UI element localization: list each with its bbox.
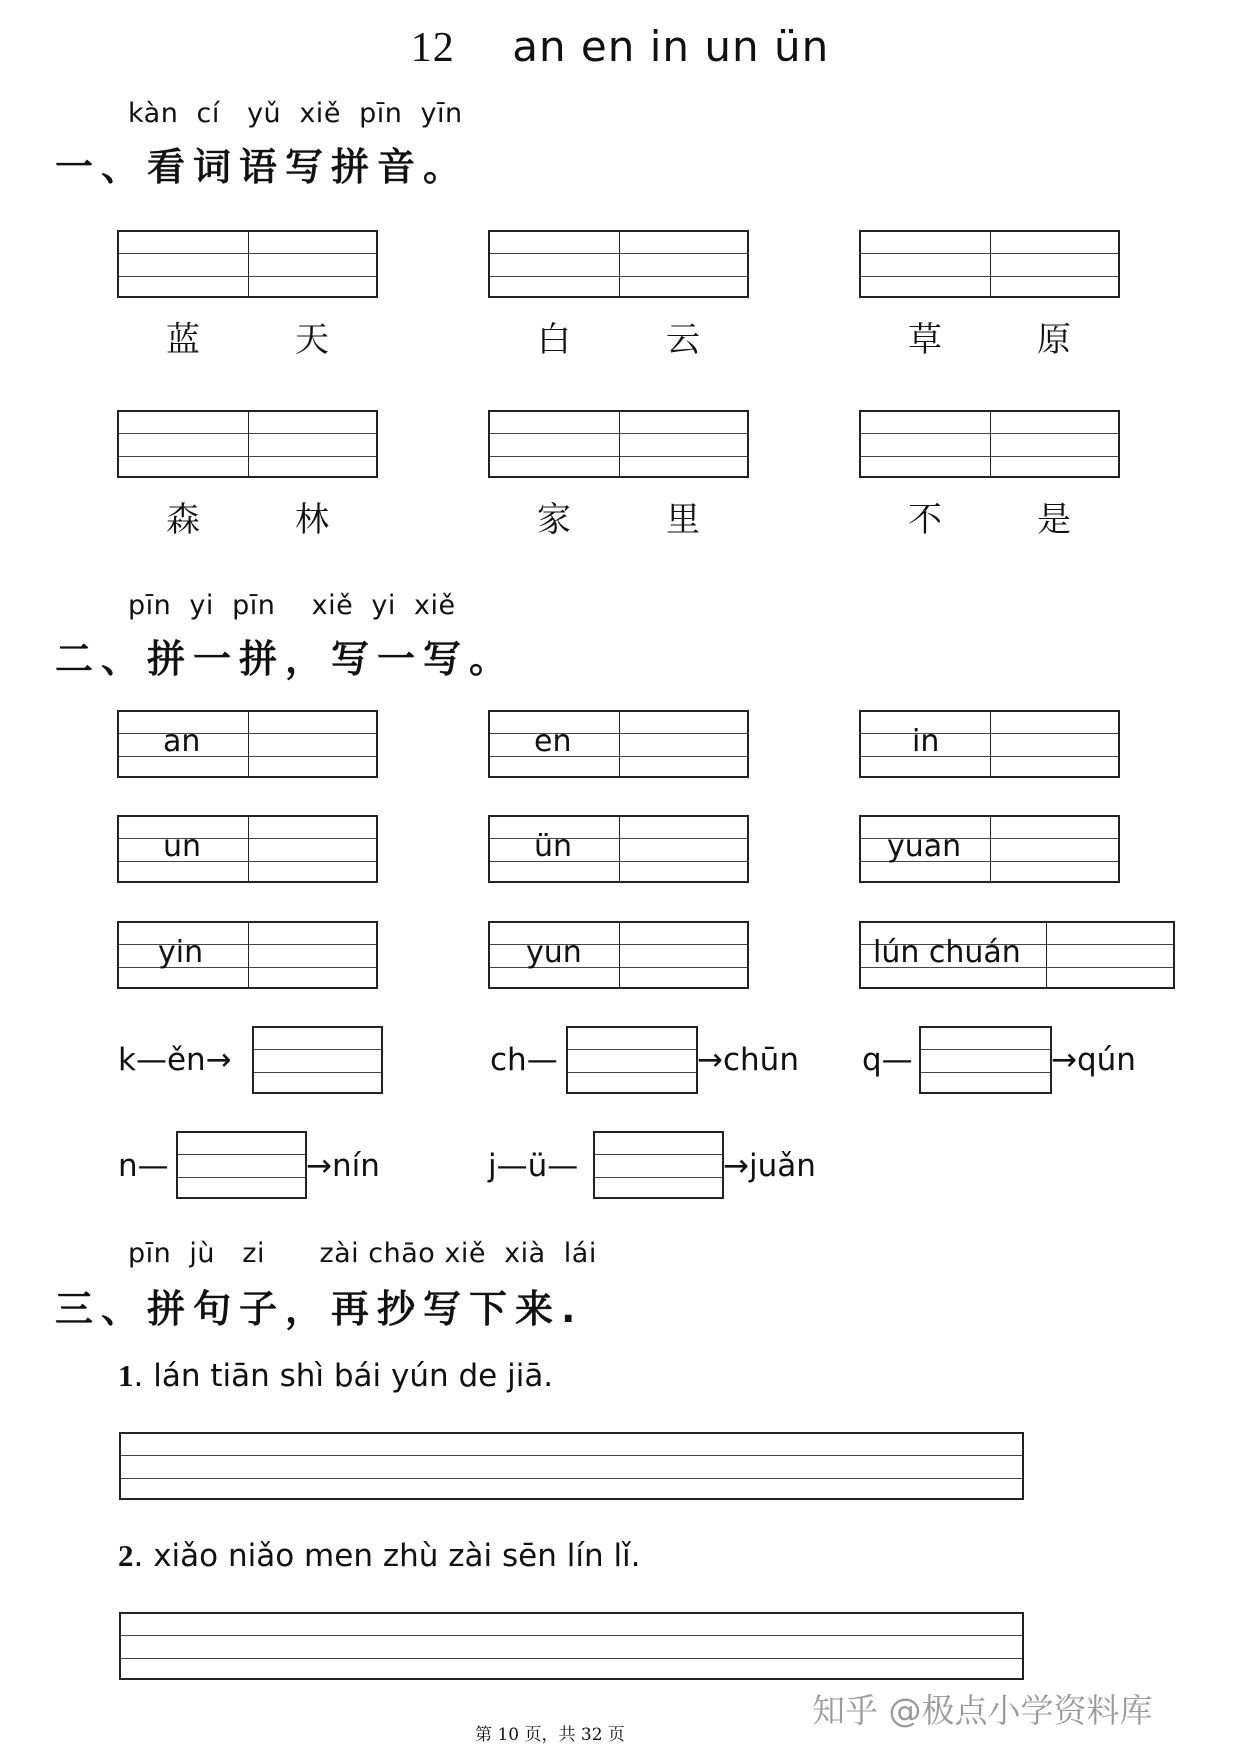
chain-box[interactable] bbox=[593, 1131, 724, 1199]
write-grid[interactable] bbox=[117, 710, 378, 778]
sentence-text: . lán tiān shì bái yún de jiā. bbox=[133, 1358, 554, 1394]
chain-left: ch— bbox=[490, 1042, 558, 1078]
sentence-1 bbox=[118, 1358, 553, 1394]
page-title bbox=[0, 22, 1240, 72]
word-char: 林 bbox=[295, 500, 329, 540]
word-char: 森 bbox=[166, 500, 200, 540]
sentence-2 bbox=[118, 1538, 641, 1574]
grid-pinyin: yun bbox=[526, 935, 582, 970]
grid-pinyin: un bbox=[163, 829, 202, 864]
chain-box[interactable] bbox=[176, 1131, 307, 1199]
chain-right: →nín bbox=[306, 1148, 380, 1184]
write-grid[interactable] bbox=[117, 815, 378, 883]
write-grid[interactable] bbox=[859, 921, 1175, 989]
word-char: 天 bbox=[295, 320, 329, 360]
write-grid[interactable] bbox=[488, 815, 749, 883]
pinyin-grid[interactable] bbox=[859, 410, 1120, 478]
word-char: 草 bbox=[908, 320, 942, 360]
word-char: 不 bbox=[908, 500, 942, 540]
section3-pinyin: pīn jù zi zài chāo xiě xià lái bbox=[128, 1238, 597, 1269]
grid-pinyin: yin bbox=[158, 935, 204, 970]
section3-heading: 三、拼句子，再抄写下来. bbox=[55, 1287, 584, 1331]
chain-left: n— bbox=[118, 1148, 169, 1184]
chain-left: j—ü— bbox=[488, 1148, 579, 1184]
pinyin-grid[interactable] bbox=[488, 410, 749, 478]
grid-pinyin: in bbox=[912, 724, 940, 759]
write-grid[interactable] bbox=[859, 815, 1120, 883]
word-char: 是 bbox=[1037, 500, 1071, 540]
grid-pinyin: en bbox=[534, 724, 572, 759]
word-char: 原 bbox=[1037, 320, 1071, 360]
chain-box[interactable] bbox=[566, 1026, 698, 1094]
section2-pinyin: pīn yi pīn xiě yi xiě bbox=[128, 590, 456, 621]
chain-box[interactable] bbox=[252, 1026, 383, 1094]
sentence-number: 2 bbox=[118, 1538, 134, 1573]
word-char: 蓝 bbox=[166, 320, 200, 360]
lesson-title: an en in un ün bbox=[512, 22, 830, 71]
chain-left: k—ěn→ bbox=[118, 1042, 232, 1078]
copy-lines[interactable] bbox=[119, 1612, 1024, 1680]
section1-pinyin: kàn cí yǔ xiě pīn yīn bbox=[128, 98, 463, 129]
pinyin-grid[interactable] bbox=[117, 230, 378, 298]
word-char: 里 bbox=[666, 500, 700, 540]
watermark: 知乎 @极点小学资料库 bbox=[812, 1691, 1153, 1730]
page-footer: 第 10 页，共 32 页 bbox=[475, 1725, 625, 1745]
chain-right: →juǎn bbox=[723, 1148, 816, 1184]
word-char: 家 bbox=[537, 500, 571, 540]
lesson-number: 12 bbox=[410, 25, 455, 71]
grid-pinyin: lún chuán bbox=[873, 935, 1021, 970]
sentence-text: . xiǎo niǎo men zhù zài sēn lín lǐ. bbox=[133, 1538, 641, 1574]
write-grid[interactable] bbox=[488, 710, 749, 778]
pinyin-grid[interactable] bbox=[117, 410, 378, 478]
grid-pinyin: yuan bbox=[887, 829, 962, 864]
grid-pinyin: an bbox=[163, 724, 201, 759]
write-grid[interactable] bbox=[117, 921, 378, 989]
word-char: 云 bbox=[666, 320, 700, 360]
write-grid[interactable] bbox=[488, 921, 749, 989]
chain-left: q— bbox=[862, 1042, 913, 1078]
pinyin-grid[interactable] bbox=[488, 230, 749, 298]
chain-box[interactable] bbox=[919, 1026, 1052, 1094]
chain-right: →chūn bbox=[697, 1042, 799, 1078]
grid-pinyin: ün bbox=[534, 829, 573, 864]
word-char: 白 bbox=[537, 320, 571, 360]
section2-heading: 二、拼一拼，写一写。 bbox=[55, 637, 516, 681]
pinyin-grid[interactable] bbox=[859, 230, 1120, 298]
sentence-number: 1 bbox=[118, 1358, 134, 1393]
write-grid[interactable] bbox=[859, 710, 1120, 778]
chain-right: →qún bbox=[1051, 1042, 1136, 1078]
copy-lines[interactable] bbox=[119, 1432, 1024, 1500]
section1-heading: 一、看词语写拼音。 bbox=[55, 145, 470, 189]
